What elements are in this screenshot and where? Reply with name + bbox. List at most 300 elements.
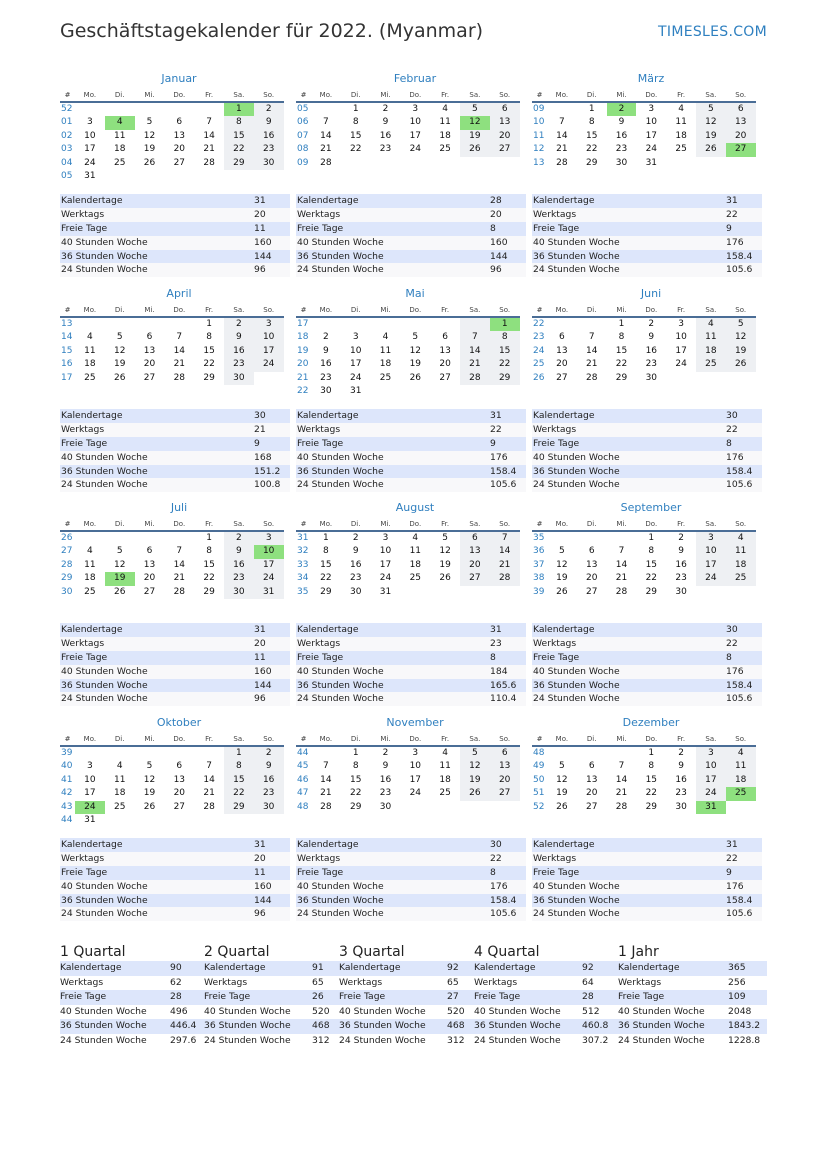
day-cell: 19 bbox=[105, 572, 135, 585]
day-cell: 9 bbox=[224, 331, 254, 344]
day-cell: 7 bbox=[588, 332, 595, 343]
day-cell bbox=[430, 317, 460, 331]
week-number-header: # bbox=[60, 88, 75, 102]
day-cell: 27 bbox=[173, 801, 186, 812]
day-cell: 20 bbox=[490, 130, 520, 143]
stat-value: 176 bbox=[490, 451, 508, 463]
stat-row bbox=[60, 451, 290, 465]
stat-value: 22 bbox=[490, 423, 502, 435]
day-cell: 12 bbox=[113, 345, 126, 356]
day-cell: 11 bbox=[696, 331, 726, 344]
day-cell: 9 bbox=[254, 116, 284, 129]
weekday-header: So. bbox=[490, 517, 520, 531]
weekday-header: Fr. bbox=[666, 88, 696, 102]
day-cell: 16 bbox=[379, 130, 392, 141]
day-cell: 19 bbox=[460, 130, 490, 143]
month-calendar bbox=[296, 287, 524, 398]
stat-label: Werktags bbox=[204, 976, 248, 988]
stat-row bbox=[60, 263, 290, 277]
stat-label: Kalendertage bbox=[297, 839, 359, 850]
day-cell bbox=[696, 372, 726, 385]
day-cell: 6 bbox=[559, 332, 565, 343]
week-row bbox=[532, 143, 756, 156]
stat-label: Freie Tage bbox=[204, 991, 251, 1002]
quarter-stat-row bbox=[60, 976, 204, 991]
stat-label: 40 Stunden Woche bbox=[204, 1005, 291, 1017]
stat-value: 20 bbox=[490, 208, 502, 220]
stat-value: 144 bbox=[490, 250, 508, 262]
quarter-stat-row bbox=[339, 1005, 474, 1020]
month-stats bbox=[296, 623, 526, 706]
day-cell: 17 bbox=[696, 559, 726, 572]
stat-row bbox=[532, 651, 762, 665]
quarter-stat-row bbox=[60, 1034, 204, 1049]
week-row bbox=[60, 559, 284, 572]
week-number: 52 bbox=[61, 104, 73, 114]
month-stats bbox=[296, 838, 526, 921]
day-cell: 14 bbox=[320, 774, 332, 785]
day-cell: 4 bbox=[726, 746, 756, 760]
day-cell: 9 bbox=[678, 761, 684, 772]
day-cell: 16 bbox=[349, 559, 362, 570]
week-number: 34 bbox=[297, 573, 309, 584]
day-cell: 15 bbox=[224, 130, 254, 143]
day-cell: 17 bbox=[84, 788, 96, 799]
day-cell: 31 bbox=[645, 157, 658, 168]
week-number: 43 bbox=[61, 801, 73, 812]
day-cell bbox=[105, 170, 135, 183]
stat-label: Freie Tage bbox=[297, 222, 344, 234]
stat-value: 31 bbox=[726, 839, 738, 850]
week-number: 14 bbox=[61, 332, 73, 343]
weekday-header: So. bbox=[254, 303, 284, 317]
month-calendar bbox=[532, 501, 760, 599]
day-cell: 16 bbox=[615, 130, 628, 141]
day-cell: 28 bbox=[203, 157, 215, 168]
stat-label: 40 Stunden Woche bbox=[533, 665, 620, 677]
stat-label: Kalendertage bbox=[61, 839, 123, 850]
day-cell: 25 bbox=[439, 144, 451, 155]
day-cell: 25 bbox=[439, 788, 451, 799]
day-cell: 5 bbox=[460, 746, 490, 760]
month-grid bbox=[532, 517, 756, 599]
stat-value: 105.6 bbox=[490, 908, 517, 920]
week-row bbox=[296, 143, 520, 156]
stat-label: Kalendertage bbox=[61, 410, 123, 421]
day-cell: 1 bbox=[588, 104, 595, 114]
stat-label: 40 Stunden Woche bbox=[297, 880, 384, 892]
stat-value: 496 bbox=[170, 1005, 188, 1017]
day-cell: 1 bbox=[648, 748, 655, 758]
week-number: 42 bbox=[61, 788, 73, 799]
day-cell: 29 bbox=[490, 372, 520, 385]
stat-label: 40 Stunden Woche bbox=[60, 1005, 147, 1017]
day-cell: 29 bbox=[203, 586, 215, 597]
stat-row bbox=[532, 423, 762, 437]
stat-label: 40 Stunden Woche bbox=[61, 880, 148, 892]
quarter-stat-row bbox=[204, 961, 339, 976]
weekday-header: Do. bbox=[636, 303, 666, 317]
brand-link[interactable]: TIMESLES.COM bbox=[658, 24, 767, 40]
day-cell: 7 bbox=[618, 546, 625, 557]
weekday-header: So. bbox=[726, 88, 756, 102]
day-cell: 7 bbox=[176, 332, 183, 343]
stat-row bbox=[296, 692, 526, 706]
week-number: 03 bbox=[61, 144, 73, 155]
day-cell: 24 bbox=[409, 788, 422, 799]
stat-value: 9 bbox=[726, 866, 732, 878]
day-cell bbox=[164, 531, 194, 545]
day-cell: 4 bbox=[116, 761, 123, 772]
month-grid bbox=[60, 517, 284, 599]
day-cell: 1 bbox=[648, 533, 655, 543]
day-cell: 9 bbox=[352, 546, 359, 557]
day-cell: 19 bbox=[143, 144, 156, 155]
stat-value: 100.8 bbox=[254, 479, 281, 491]
day-cell bbox=[194, 814, 224, 827]
stat-row bbox=[296, 250, 526, 264]
week-number-header: # bbox=[296, 732, 311, 746]
day-cell: 8 bbox=[206, 546, 212, 557]
day-cell: 16 bbox=[224, 559, 254, 572]
stat-label: Freie Tage bbox=[61, 222, 108, 234]
day-cell: 26 bbox=[113, 586, 126, 597]
day-cell: 12 bbox=[143, 774, 156, 785]
weekday-header: Fr. bbox=[430, 517, 460, 531]
day-cell: 13 bbox=[490, 760, 520, 773]
stat-label: 24 Stunden Woche bbox=[533, 693, 620, 705]
day-cell: 24 bbox=[645, 144, 658, 155]
day-cell: 5 bbox=[146, 117, 153, 128]
quarter-title: 1 Jahr bbox=[618, 944, 659, 960]
quarter-stat-row bbox=[474, 1005, 618, 1020]
day-cell: 25 bbox=[113, 157, 126, 168]
weekday-header: Mi. bbox=[135, 732, 165, 746]
month-calendar bbox=[532, 287, 760, 385]
week-row bbox=[296, 559, 520, 572]
stat-value: 160 bbox=[254, 880, 272, 892]
month-stats bbox=[60, 409, 290, 492]
day-cell bbox=[696, 157, 726, 170]
day-cell: 1 bbox=[490, 317, 520, 331]
stat-label: 36 Stunden Woche bbox=[61, 894, 148, 906]
stat-row bbox=[60, 423, 290, 437]
stat-label: 24 Stunden Woche bbox=[297, 479, 384, 491]
day-cell: 17 bbox=[409, 130, 422, 141]
month-grid bbox=[60, 732, 284, 827]
day-cell: 19 bbox=[556, 788, 568, 799]
day-cell: 8 bbox=[224, 116, 254, 129]
day-cell: 27 bbox=[585, 801, 598, 812]
day-cell: 13 bbox=[439, 345, 451, 356]
day-cell: 4 bbox=[87, 332, 93, 343]
day-cell: 13 bbox=[585, 559, 598, 570]
day-cell: 7 bbox=[176, 546, 183, 557]
week-row bbox=[296, 586, 520, 599]
day-cell: 6 bbox=[588, 761, 595, 772]
stat-label: Kalendertage bbox=[204, 962, 266, 973]
stat-row bbox=[60, 665, 290, 679]
day-cell: 4 bbox=[678, 104, 684, 114]
week-row bbox=[532, 130, 756, 143]
week-number: 30 bbox=[61, 586, 73, 597]
day-cell: 3 bbox=[696, 531, 726, 545]
stat-label: Freie Tage bbox=[297, 866, 344, 878]
weekday-header: Mo. bbox=[75, 303, 105, 317]
day-cell bbox=[164, 317, 194, 331]
stat-value: 176 bbox=[726, 451, 744, 463]
weekday-header: Sa. bbox=[224, 303, 254, 317]
day-cell: 14 bbox=[460, 345, 490, 358]
day-cell: 27 bbox=[143, 372, 156, 383]
stat-label: 24 Stunden Woche bbox=[533, 479, 620, 491]
day-cell: 6 bbox=[490, 746, 520, 760]
month-name: Januar bbox=[161, 72, 197, 85]
stat-label: 36 Stunden Woche bbox=[204, 1020, 291, 1031]
stat-value: 31 bbox=[254, 195, 266, 206]
day-cell: 15 bbox=[349, 130, 362, 141]
day-cell: 6 bbox=[460, 531, 490, 545]
stat-value: 160 bbox=[490, 236, 508, 248]
week-number-header: # bbox=[532, 88, 547, 102]
day-cell: 8 bbox=[618, 332, 625, 343]
quarter-stat-row bbox=[60, 990, 204, 1005]
weekday-header: So. bbox=[490, 732, 520, 746]
weekday-header: Mo. bbox=[547, 732, 577, 746]
stat-label: Kalendertage bbox=[533, 410, 595, 421]
day-cell: 2 bbox=[382, 104, 389, 114]
day-cell: 31 bbox=[696, 801, 726, 814]
weekday-header: Mi. bbox=[371, 88, 401, 102]
day-cell: 1 bbox=[618, 319, 625, 329]
stat-label: Werktags bbox=[297, 423, 341, 435]
week-row bbox=[296, 746, 520, 760]
day-cell: 2 bbox=[254, 746, 284, 760]
day-cell: 8 bbox=[352, 761, 359, 772]
stat-value: 105.6 bbox=[726, 693, 753, 705]
week-row bbox=[532, 787, 756, 800]
stat-value: 30 bbox=[490, 839, 502, 850]
stat-row bbox=[532, 465, 762, 479]
stat-label: 24 Stunden Woche bbox=[297, 693, 384, 705]
day-cell bbox=[135, 170, 165, 183]
week-row bbox=[60, 130, 284, 143]
day-cell: 21 bbox=[173, 573, 186, 584]
month-stats bbox=[60, 838, 290, 921]
day-cell: 10 bbox=[675, 332, 687, 343]
weekday-header: Sa. bbox=[696, 732, 726, 746]
stat-label: 24 Stunden Woche bbox=[339, 1034, 426, 1046]
stat-label: 36 Stunden Woche bbox=[474, 1020, 561, 1031]
day-cell: 8 bbox=[352, 117, 359, 128]
week-row bbox=[296, 385, 520, 398]
month-grid bbox=[532, 88, 756, 170]
weekday-header: Sa. bbox=[460, 517, 490, 531]
day-cell: 19 bbox=[556, 573, 568, 584]
day-cell: 28 bbox=[320, 157, 332, 168]
stat-row bbox=[60, 692, 290, 706]
week-number: 48 bbox=[533, 748, 545, 758]
week-number: 04 bbox=[61, 157, 73, 168]
weekday-header: Mo. bbox=[311, 517, 341, 531]
day-cell bbox=[254, 814, 284, 827]
day-cell: 13 bbox=[143, 345, 156, 356]
stat-label: Werktags bbox=[61, 208, 105, 220]
week-row bbox=[296, 572, 520, 585]
month-calendar bbox=[60, 501, 288, 599]
day-cell: 21 bbox=[203, 788, 215, 799]
day-cell: 19 bbox=[726, 345, 756, 358]
stat-value: 8 bbox=[726, 651, 732, 663]
stat-row bbox=[532, 637, 762, 651]
stat-label: 24 Stunden Woche bbox=[618, 1034, 705, 1046]
day-cell: 1 bbox=[352, 748, 359, 758]
month-grid bbox=[532, 732, 756, 814]
day-cell: 16 bbox=[224, 345, 254, 358]
week-row bbox=[532, 345, 756, 358]
week-number: 33 bbox=[297, 559, 309, 570]
day-cell: 5 bbox=[559, 761, 565, 772]
stat-label: 36 Stunden Woche bbox=[61, 465, 148, 477]
week-row bbox=[296, 774, 520, 787]
day-cell: 17 bbox=[409, 774, 422, 785]
stat-row bbox=[296, 465, 526, 479]
day-cell: 5 bbox=[442, 533, 448, 543]
stat-label: 40 Stunden Woche bbox=[61, 451, 148, 463]
week-number: 10 bbox=[533, 117, 545, 128]
stat-value: 165.6 bbox=[490, 679, 517, 691]
stat-row bbox=[60, 907, 290, 921]
day-cell: 19 bbox=[460, 774, 490, 787]
month-calendar bbox=[60, 287, 288, 385]
week-number: 28 bbox=[61, 559, 73, 570]
day-cell: 21 bbox=[173, 359, 186, 370]
stat-label: Kalendertage bbox=[339, 962, 401, 973]
day-cell: 25 bbox=[696, 358, 726, 371]
day-cell: 14 bbox=[615, 774, 628, 785]
week-row bbox=[532, 317, 756, 331]
stat-value: 312 bbox=[312, 1034, 330, 1046]
stat-label: Werktags bbox=[533, 423, 577, 435]
weekday-header: Di. bbox=[577, 732, 607, 746]
quarter-stat-row bbox=[474, 990, 618, 1005]
day-cell bbox=[400, 801, 430, 814]
week-number: 35 bbox=[297, 586, 309, 597]
day-cell: 2 bbox=[382, 748, 389, 758]
weekday-header: Mi. bbox=[607, 303, 637, 317]
day-cell bbox=[194, 170, 224, 183]
day-cell: 27 bbox=[556, 372, 568, 383]
stat-label: Freie Tage bbox=[61, 651, 108, 663]
day-cell: 16 bbox=[254, 774, 284, 787]
day-cell: 2 bbox=[678, 748, 684, 758]
stat-row bbox=[60, 437, 290, 451]
day-cell: 30 bbox=[379, 801, 392, 812]
day-cell: 15 bbox=[349, 774, 362, 785]
weekday-header: Mo. bbox=[75, 517, 105, 531]
day-cell: 11 bbox=[113, 130, 126, 141]
day-cell bbox=[696, 586, 726, 599]
stat-label: 24 Stunden Woche bbox=[297, 908, 384, 920]
day-cell: 18 bbox=[113, 788, 126, 799]
quarter-block bbox=[618, 944, 767, 1048]
day-cell bbox=[135, 531, 165, 545]
stat-label: Freie Tage bbox=[618, 991, 665, 1002]
quarter-stat-row bbox=[618, 976, 767, 991]
stat-label: 24 Stunden Woche bbox=[297, 264, 384, 276]
day-cell: 21 bbox=[556, 144, 568, 155]
stat-row bbox=[532, 236, 762, 250]
weekday-header: Di. bbox=[105, 88, 135, 102]
stat-value: 20 bbox=[254, 637, 266, 649]
day-cell: 2 bbox=[678, 533, 684, 543]
day-cell bbox=[666, 157, 696, 170]
day-cell: 23 bbox=[320, 372, 332, 383]
week-number: 21 bbox=[297, 372, 309, 383]
stat-label: Werktags bbox=[339, 976, 383, 988]
day-cell: 11 bbox=[439, 761, 451, 772]
day-cell bbox=[460, 157, 490, 170]
stat-row bbox=[296, 194, 526, 208]
day-cell: 2 bbox=[352, 533, 359, 543]
stat-row bbox=[296, 880, 526, 894]
week-row bbox=[296, 372, 520, 385]
weekday-header: Do. bbox=[636, 88, 666, 102]
stat-value: 22 bbox=[726, 637, 738, 649]
day-cell: 1 bbox=[206, 533, 212, 543]
weekday-header: Fr. bbox=[194, 88, 224, 102]
day-cell: 18 bbox=[409, 559, 422, 570]
quarter-stat-row bbox=[474, 961, 618, 976]
week-row bbox=[532, 102, 756, 116]
stat-value: 176 bbox=[490, 880, 508, 892]
stat-label: Werktags bbox=[61, 637, 105, 649]
stat-label: 36 Stunden Woche bbox=[297, 894, 384, 906]
day-cell: 14 bbox=[615, 559, 628, 570]
day-cell: 25 bbox=[726, 787, 756, 800]
day-cell: 21 bbox=[615, 573, 628, 584]
day-cell: 23 bbox=[379, 788, 392, 799]
stat-label: Freie Tage bbox=[60, 991, 107, 1002]
stat-value: 110.4 bbox=[490, 693, 517, 705]
day-cell: 15 bbox=[203, 345, 215, 356]
stat-value: 8 bbox=[726, 437, 732, 449]
day-cell: 3 bbox=[678, 319, 684, 329]
day-cell: 20 bbox=[585, 573, 598, 584]
day-cell: 15 bbox=[585, 130, 598, 141]
stat-value: 31 bbox=[490, 410, 502, 421]
weekday-header: Mi. bbox=[135, 517, 165, 531]
day-cell: 9 bbox=[382, 761, 389, 772]
day-cell bbox=[400, 317, 430, 331]
day-cell: 18 bbox=[696, 345, 726, 358]
day-cell: 11 bbox=[84, 345, 96, 356]
day-cell: 5 bbox=[726, 317, 756, 331]
day-cell: 7 bbox=[323, 117, 329, 128]
week-row bbox=[532, 531, 756, 545]
stat-label: 24 Stunden Woche bbox=[61, 479, 148, 491]
day-cell: 22 bbox=[349, 144, 362, 155]
day-cell: 8 bbox=[224, 760, 254, 773]
stat-label: Freie Tage bbox=[533, 651, 580, 663]
week-number: 27 bbox=[61, 546, 73, 557]
stat-value: 256 bbox=[728, 976, 746, 988]
stat-value: 2048 bbox=[728, 1005, 752, 1017]
weekday-header: Mo. bbox=[75, 88, 105, 102]
weekday-header: Di. bbox=[341, 732, 371, 746]
week-number-header: # bbox=[296, 517, 311, 531]
day-cell: 8 bbox=[648, 546, 655, 557]
